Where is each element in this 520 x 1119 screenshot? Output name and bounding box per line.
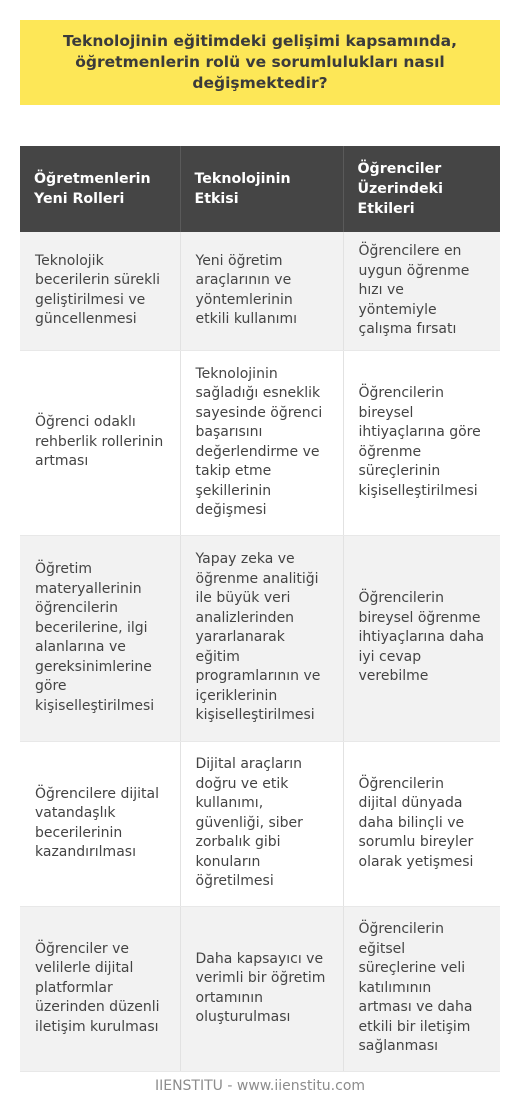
table-cell: Öğrenci odaklı rehberlik rollerinin artması	[20, 350, 180, 535]
table-cell: Yeni öğretim araçlarının ve yöntemlerinin etkili kullanımı	[180, 232, 343, 350]
table-cell: Öğretim materyallerinin öğrencilerin becerilerine, ilgi alanlarına ve gereksinimlerine göre kişiselleştirilmesi	[20, 535, 180, 741]
header-new-roles: Öğretmenlerin Yeni Rolleri	[20, 146, 180, 232]
table-cell: Öğrencilere dijital vatandaşlık becerilerinin kazandırılması	[20, 741, 180, 906]
roles-table	[20, 146, 500, 1072]
page-title: Teknolojinin eğitimdeki gelişimi kapsamında, öğretmenlerin rolü ve sorumlulukları nasıl değişmektedir?	[63, 32, 457, 92]
table-row	[20, 232, 500, 350]
footer-credit: IIENSTITU - www.iienstitu.com	[154, 1078, 366, 1094]
table-cell: Öğrencilerin bireysel ihtiyaçlarına göre öğrenme süreçlerinin kişiselleştirilmesi	[343, 350, 500, 535]
title-banner	[20, 20, 500, 105]
header-student-effects: Öğrenciler Üzerindeki Etkileri	[343, 146, 500, 232]
table-header-row	[20, 146, 500, 232]
table-row	[20, 906, 500, 1071]
table-cell: Yapay zeka ve öğrenme analitiği ile büyük veri analizlerinden yararlanarak eğitim programlarının ve içeriklerinin kişiselleştirilmesi	[180, 535, 343, 741]
table-cell: Teknolojik becerilerin sürekli geliştirilmesi ve güncellenmesi	[20, 232, 180, 350]
table-cell: Öğrencilerin bireysel öğrenme ihtiyaçlarına daha iyi cevap verebilme	[343, 535, 500, 741]
table-cell: Öğrenciler ve velilerle dijital platformlar üzerinden düzenli iletişim kurulması	[20, 906, 180, 1071]
table-cell: Dijital araçların doğru ve etik kullanımı, güvenliği, siber zorbalık gibi konuların öğretilmesi	[180, 741, 343, 906]
table-cell: Öğrencilere en uygun öğrenme hızı ve yöntemiyle çalışma fırsatı	[343, 232, 500, 350]
table-row	[20, 350, 500, 535]
table-cell: Öğrencilerin eğitsel süreçlerine veli katılımının artması ve daha etkili bir iletişim sağlanması	[343, 906, 500, 1071]
table-row	[20, 741, 500, 906]
header-technology-effect: Teknolojinin Etkisi	[180, 146, 343, 232]
table-row	[20, 535, 500, 741]
table-cell: Teknolojinin sağladığı esneklik sayesinde öğrenci başarısını değerlendirme ve takip etme şekillerinin değişmesi	[180, 350, 343, 535]
table-cell: Öğrencilerin dijital dünyada daha bilinçli ve sorumlu bireyler olarak yetişmesi	[343, 741, 500, 906]
table-cell: Daha kapsayıcı ve verimli bir öğretim ortamının oluşturulması	[180, 906, 343, 1071]
